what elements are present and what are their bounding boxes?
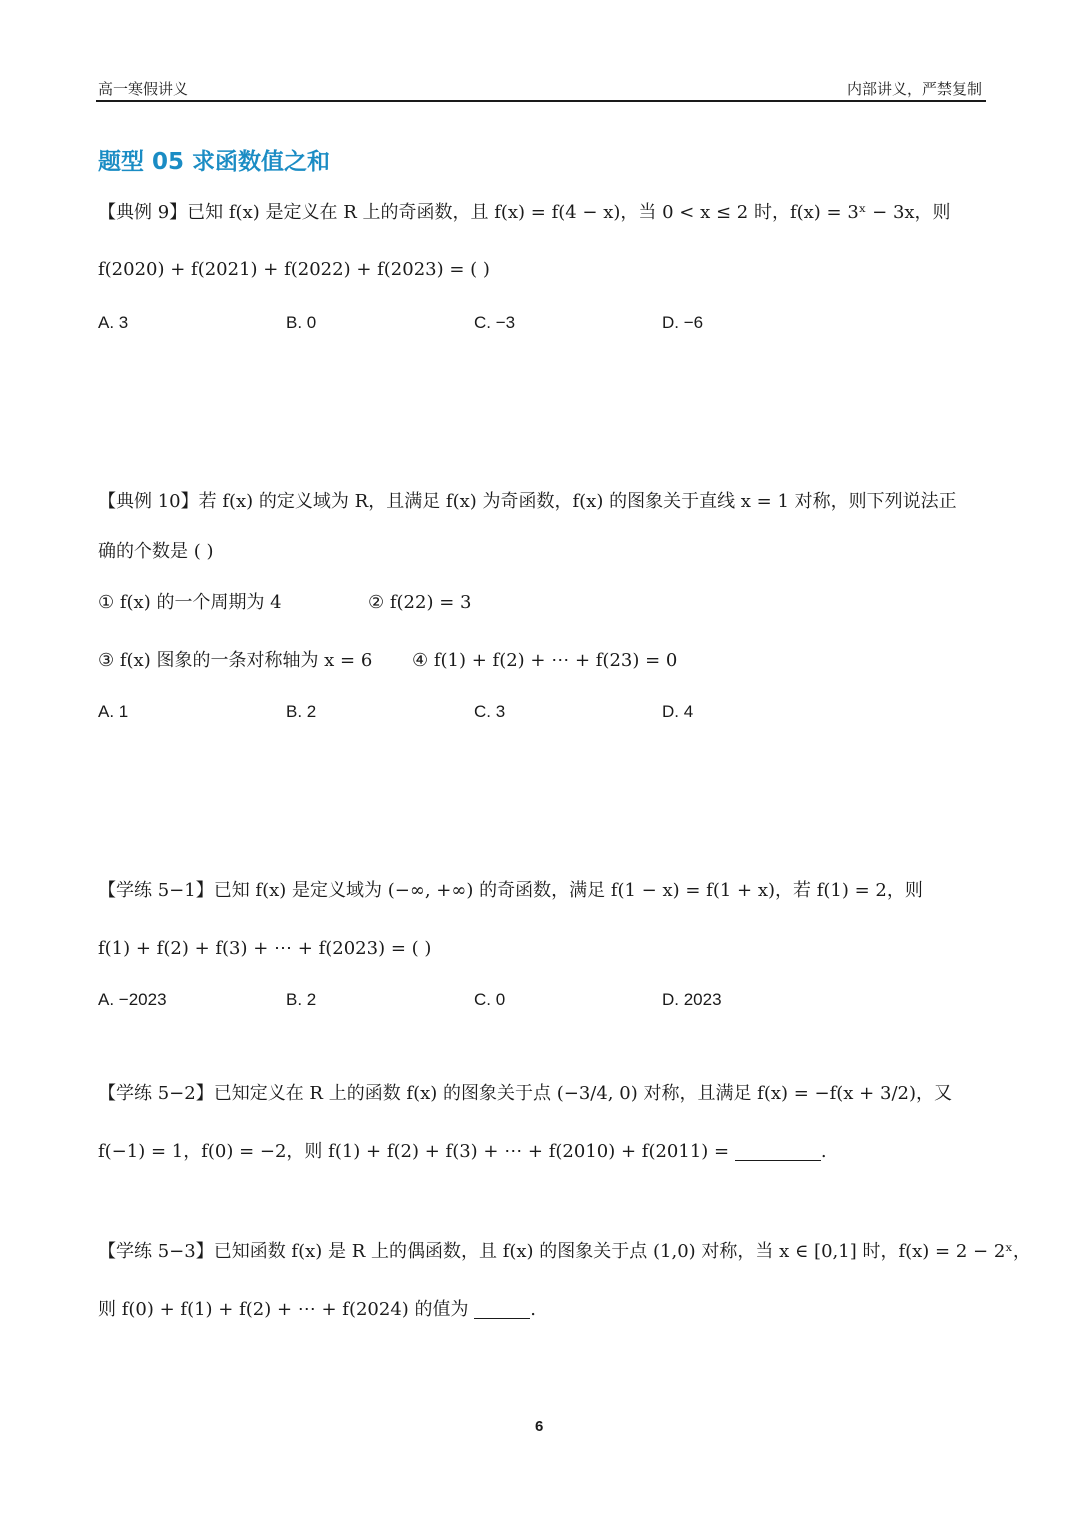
ex9-stem-line1: 【典例 9】已知 f(x) 是定义在 R 上的奇函数，且 f(x) = f(4 − x)，当 0 < x ≤ 2 时，f(x) = 3ˣ − 3x，则	[98, 202, 951, 223]
header-right: 内部讲义，严禁复制	[846, 80, 982, 98]
ex9-option-a: A. 3	[98, 313, 129, 332]
ex9-stem-line2: f(2020) + f(2021) + f(2022) + f(2023) = ( )	[98, 259, 490, 280]
ex9-option-c: C. −3	[474, 313, 516, 332]
p51-option-d: D. 2023	[662, 990, 722, 1009]
p51-stem-line2: f(1) + f(2) + f(3) + ⋯ + f(2023) = ( )	[98, 938, 432, 959]
ex10-option-c: C. 3	[474, 702, 506, 721]
ex10-statement-1: ① f(x) 的一个周期为 4	[98, 592, 282, 613]
ex10-option-b: B. 2	[286, 702, 317, 721]
p53-stem-text: 则 f(0) + f(1) + f(2) + ⋯ + f(2024) 的值为	[98, 1299, 469, 1320]
ex9-option-b: B. 0	[286, 313, 317, 332]
p52-stem-text: f(−1) = 1，f(0) = −2，则 f(1) + f(2) + f(3) + ⋯ + f(2010) + f(2011) =	[98, 1141, 730, 1162]
p52-stem-line2	[98, 1142, 827, 1161]
page-number: 6	[535, 1418, 544, 1435]
p51-option-a: A. −2023	[98, 990, 167, 1009]
header-divider	[96, 100, 986, 102]
answer-blank	[474, 1300, 530, 1319]
ex9-option-d: D. −6	[662, 313, 704, 332]
p52-stem-line1: 【学练 5−2】已知定义在 R 上的函数 f(x) 的图象关于点 (−3/4, 0) 对称，且满足 f(x) = −f(x + 3/2)，又	[98, 1083, 952, 1104]
ex10-statement-4: ④ f(1) + f(2) + ⋯ + f(23) = 0	[412, 650, 678, 671]
p51-option-b: B. 2	[286, 990, 317, 1009]
ex10-stem-line2: 确的个数是 ( )	[98, 541, 214, 562]
ex10-option-a: A. 1	[98, 702, 129, 721]
ex10-statement-2: ② f(22) = 3	[368, 592, 472, 613]
p53-period: .	[530, 1299, 537, 1320]
p51-stem-line1: 【学练 5−1】已知 f(x) 是定义域为 (−∞, +∞) 的奇函数，满足 f(1 − x) = f(1 + x)，若 f(1) = 2，则	[98, 880, 923, 901]
header-left: 高一寒假讲义	[98, 80, 189, 98]
p53-stem-line2	[98, 1300, 536, 1319]
ex10-option-d: D. 4	[662, 702, 694, 721]
p52-period: .	[820, 1141, 827, 1162]
section-title: 题型 05 求函数值之和	[98, 149, 331, 175]
ex10-stem-line1: 【典例 10】若 f(x) 的定义域为 R，且满足 f(x) 为奇函数，f(x) 的图象关于直线 x = 1 对称，则下列说法正	[98, 491, 957, 512]
p53-stem-line1: 【学练 5−3】已知函数 f(x) 是 R 上的偶函数，且 f(x) 的图象关于点 (1,0) 对称，当 x ∈ [0,1] 时，f(x) = 2 − 2ˣ，	[98, 1241, 1031, 1262]
answer-blank	[735, 1142, 821, 1161]
p51-option-c: C. 0	[474, 990, 506, 1009]
ex10-statement-3: ③ f(x) 图象的一条对称轴为 x = 6	[98, 650, 373, 671]
